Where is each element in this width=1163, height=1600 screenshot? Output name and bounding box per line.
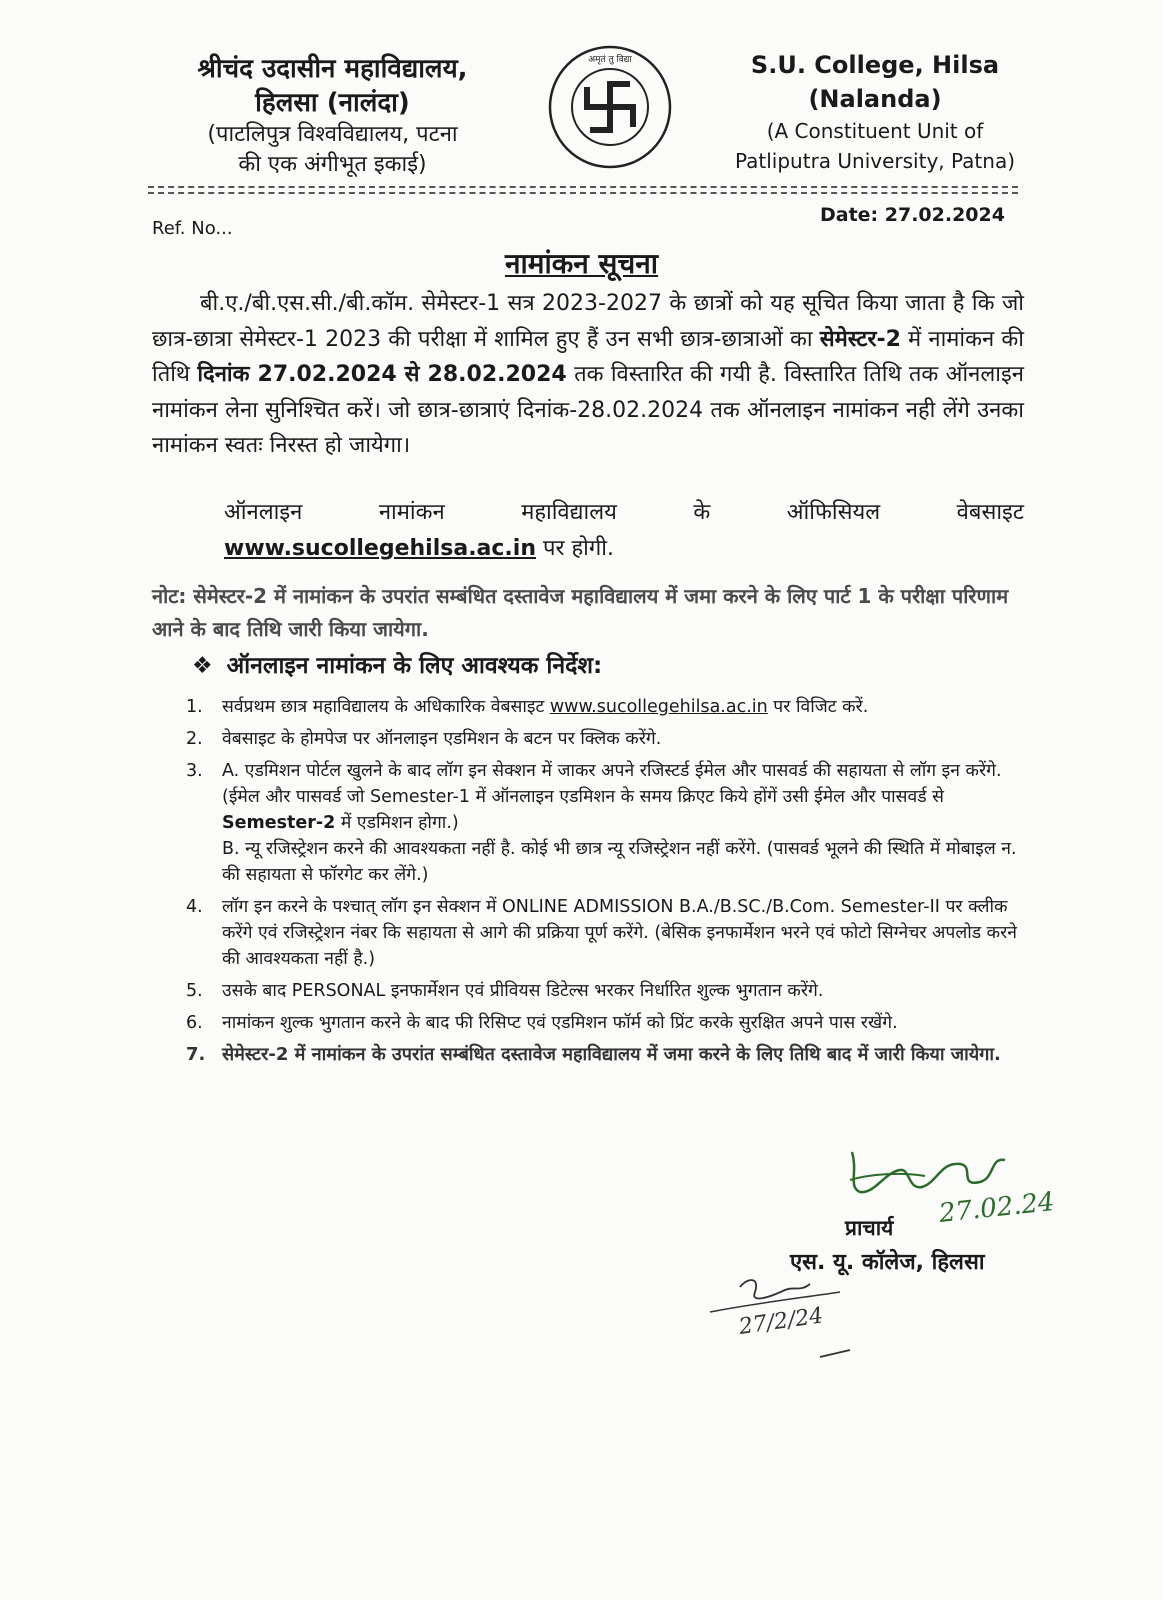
website-link[interactable]: www.sucollegehilsa.ac.in xyxy=(549,697,768,717)
header-divider xyxy=(148,186,1018,188)
website-url-line: www.sucollegehilsa.ac.in पर होगी. xyxy=(224,536,614,561)
website-line: ऑनलाइन नामांकन महाविद्यालय के ऑफिसियल वेबसाइट xyxy=(224,500,1024,525)
list-item: 6. नामांकन शुल्क भुगतान करने के बाद फी रिसिप्ट एवं एडमिशन फॉर्म को प्रिंट करके सुरक्षित अपने पास रखेंगे. xyxy=(186,1013,898,1033)
signature-date: 27.02.24 xyxy=(937,1187,1056,1229)
principal-title: प्राचार्य xyxy=(845,1216,894,1240)
college-name-english: S.U. College, Hilsa (Nalanda) (A Constituent Unit of Patliputra University, Patna) xyxy=(734,51,1016,173)
college-name-hindi: श्रीचंद उदासीन महाविद्यालय, हिलसा (नालंदा) (पाटलिपुत्र विश्वविद्यालय, पटना की एक अंगीभूत इकाई) xyxy=(197,54,468,177)
notice-title: नामांकन सूचना xyxy=(504,247,659,280)
header-divider-2 xyxy=(148,192,1018,194)
list-item: 3. A. एडमिशन पोर्टल खुलने के बाद लॉग इन सेक्शन में जाकर अपने रजिस्टर्ड ईमेल और पासवर्ड की सहायता से लॉग इन करेंगे. (ईमेल और पासवर्ड जो Semester-1 में ऑनलाइन एडमिशन के समय क्रिएट किये होंगें उसी ईमेल और पासवर्ड से Semester-2 में एडमिशन होगा.) B. न्यू रजिस्ट्रेशन करने की आवश्यकता नहीं है. कोई भी छात्र न्यू रजिस्ट्रेशन नहीं करेंगे. (पासवर्ड भूलने की स्थिति में मोबाइल न. की सहायता से फॉरगेट कर लेंगे.) xyxy=(186,761,1017,885)
list-item: 4. लॉग इन करने के पश्चात् लॉग इन सेक्शन में ONLINE ADMISSION B.A./B.SC./B.Com. Semester-II पर क्लीक करेंगे एवं रजिस्ट्रेशन नंबर कि सहायता से आगे की प्रक्रिया पूर्ण करेंगे. (बेसिक इनफार्मेशन भरने एवं फोटो सिग्नेचर अपलोड करने की आवश्यकता नहीं है.) xyxy=(186,897,1017,969)
list-item: 5. उसके बाद PERSONAL इनफार्मेशन एवं प्रीवियस डिटेल्स भरकर निर्धारित शुल्क भुगतान करेंगे. xyxy=(186,981,824,1001)
college-emblem-logo xyxy=(545,42,675,172)
notice-paragraph: बी.ए./बी.एस.सी./बी.कॉम. सेमेस्टर-1 सत्र 2023-2027 के छात्रों को यह सूचित किया जाता है कि जो छात्र-छात्रा सेमेस्टर-1 2023 की परीक्षा में शामिल हुए हैं उन सभी छात्र-छात्राओं का सेमेस्टर-2 में नामांकन की तिथि दिनांक 27.02.2024 से 28.02.2024 तक विस्तारित की गयी है. विस्तारित तिथि तक ऑनलाइन नामांकन लेना सुनिश्चित करें। जो छात्र-छात्राएं दिनांक-28.02.2024 तक ऑनलाइन नामांकन नही लेंगे उनका नामांकन स्वतः निरस्त हो जायेगा। xyxy=(152,291,1024,458)
list-item: 2. वेबसाइट के होमपेज पर ऑनलाइन एडमिशन के बटन पर क्लिक करेंगे. xyxy=(186,729,662,749)
logo-motto: अमृतं तु विद्या xyxy=(588,55,632,65)
instructions-heading: ❖ ऑनलाइन नामांकन के लिए आवश्यक निर्देश: xyxy=(192,653,603,679)
initial-signature xyxy=(700,1262,870,1372)
website-link[interactable]: www.sucollegehilsa.ac.in xyxy=(224,536,536,561)
instructions-list xyxy=(186,694,1028,1074)
reference-number: Ref. No... xyxy=(152,218,233,239)
college-short-name: एस. यू. कॉलेज, हिलसा xyxy=(790,1250,985,1275)
diamond-bullet-icon: ❖ xyxy=(192,653,213,679)
note-text: नोट: सेमेस्टर-2 में नामांकन के उपरांत सम्बंधित दस्तावेज महाविद्यालय में जमा करने के लिए पार्ट 1 के परीक्षा परिणाम आने के बाद तिथि जारी किया जायेगा. xyxy=(152,584,1009,641)
list-item: 7. सेमेस्टर-2 में नामांकन के उपरांत सम्बंधित दस्तावेज महाविद्यालय में जमा करने के लिए तिथि बाद में जारी किया जायेगा. xyxy=(186,1044,1001,1065)
list-item: 1. सर्वप्रथम छात्र महाविद्यालय के अधिकारिक वेबसाइट www.sucollegehilsa.ac.in पर विजिट करें. xyxy=(186,697,869,717)
initial-date: 27/2/24 xyxy=(737,1303,825,1340)
notice-date: Date: 27.02.2024 xyxy=(820,204,1005,226)
